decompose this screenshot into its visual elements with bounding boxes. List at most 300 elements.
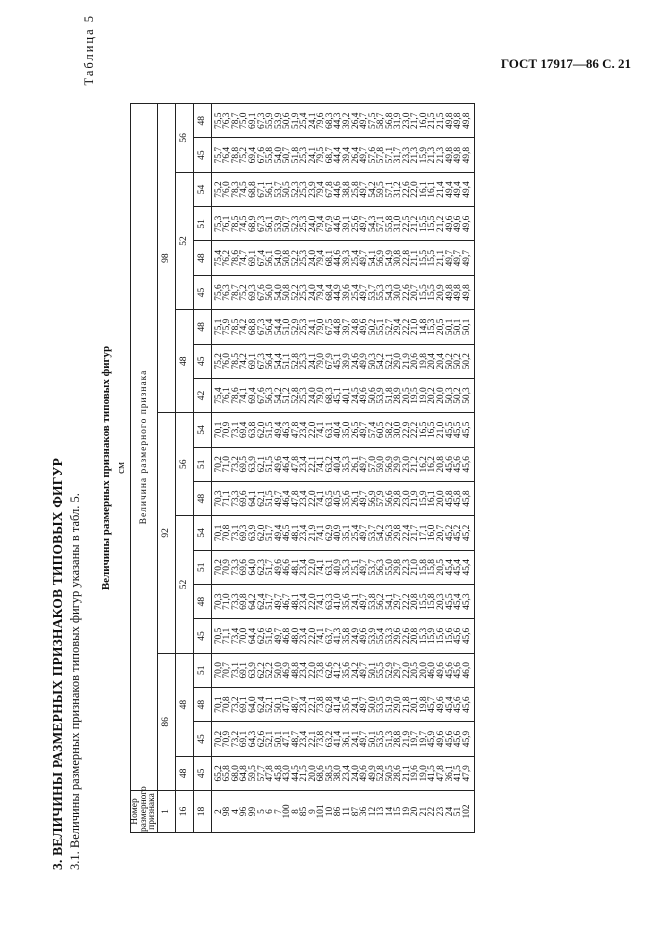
value-cell: 49,4 <box>273 421 284 439</box>
value-cell: 49,7 <box>359 490 370 507</box>
value-cell: 23,3 <box>401 146 412 164</box>
value-cell: 41,4 <box>333 696 344 713</box>
value-cell: 69,3 <box>247 284 258 301</box>
value-cell: 49,7 <box>359 662 370 679</box>
value-cell: 70,1 <box>213 421 224 439</box>
row-id: 99 <box>247 806 258 817</box>
value-cell: 57,9 <box>376 490 387 507</box>
value-cell: 49,7 <box>444 249 455 267</box>
value-cell: 41,5 <box>453 765 464 782</box>
value-cell: 74,1 <box>316 490 327 507</box>
value-cell: 45,8 <box>453 490 464 507</box>
value-cell: 49,8 <box>461 284 472 301</box>
value-cell: 20,7 <box>410 284 421 301</box>
value-cell: 75,7 <box>213 146 224 164</box>
value-cell: 16,1 <box>427 181 438 198</box>
value-cell: 56,1 <box>265 215 276 233</box>
value-cell: 74,1 <box>316 559 327 576</box>
value-cell: 23,4 <box>299 456 310 473</box>
value-cell: 65,2 <box>213 765 224 782</box>
value-cell: 49,6 <box>436 696 446 713</box>
value-cell: 64,3 <box>247 730 258 748</box>
value-cell: 31,7 <box>393 146 404 164</box>
value-cell: 54,0 <box>273 284 284 301</box>
value-cell: 70,8 <box>222 524 233 542</box>
chest-group-header: 52 <box>175 172 193 309</box>
row-id: 87 <box>350 806 361 817</box>
row-id: 96 <box>239 806 250 817</box>
waist-header: 45 <box>193 275 211 309</box>
value-cell: 22,4 <box>401 524 412 542</box>
value-cell: 41,2 <box>333 662 344 679</box>
value-cell: 54,2 <box>367 181 378 198</box>
value-cell: 23,4 <box>299 490 310 507</box>
value-cell: 68,0 <box>230 765 241 782</box>
value-cell: 53,3 <box>384 627 395 645</box>
row-id: 100 <box>282 804 293 819</box>
value-cell: 22,1 <box>307 696 318 713</box>
value-cell: 63,8 <box>247 421 258 439</box>
value-cell: 16,5 <box>427 421 438 439</box>
value-cell: 57,0 <box>367 456 378 473</box>
value-cell: 21,0 <box>410 559 421 576</box>
value-cell: 22,5 <box>401 215 412 233</box>
value-cell: 49,4 <box>273 524 284 542</box>
value-column <box>211 104 474 138</box>
value-cell: 67,9 <box>324 353 335 370</box>
value-cell: 74,5 <box>239 181 250 198</box>
value-cell: 71,0 <box>222 593 233 610</box>
value-cell: 35,6 <box>341 696 352 713</box>
value-cell: 78,5 <box>230 215 241 233</box>
value-cell: 56,1 <box>265 249 276 267</box>
value-cell: 26,1 <box>350 490 361 507</box>
value-cell: 74,1 <box>316 593 327 610</box>
value-cell: 56,3 <box>384 524 395 542</box>
value-cell: 63,1 <box>324 421 335 439</box>
value-cell: 59,5 <box>376 181 387 198</box>
value-column <box>211 378 474 412</box>
value-cell: 16,0 <box>418 112 429 129</box>
value-cell: 46,6 <box>282 559 293 576</box>
value-cell: 51,8 <box>290 146 301 164</box>
value-cell: 50,1 <box>444 318 455 336</box>
value-cell: 55,9 <box>265 112 276 129</box>
value-cell: 65,8 <box>222 765 233 782</box>
value-cell: 20,2 <box>427 387 438 404</box>
value-column <box>211 344 474 378</box>
row-id: 12 <box>367 806 378 817</box>
value-cell: 48,8 <box>290 662 301 679</box>
value-cell: 57,5 <box>367 112 378 129</box>
value-cell: 49,8 <box>453 112 464 129</box>
value-cell: 70,8 <box>222 696 233 713</box>
value-cell: 15,9 <box>418 490 429 507</box>
value-cell: 50,7 <box>282 146 293 164</box>
value-cell: 49,7 <box>359 456 370 473</box>
value-cell: 50,1 <box>453 318 464 336</box>
value-cell: 20,0 <box>436 490 446 507</box>
value-cell: 22,3 <box>401 559 412 576</box>
row-id: 98 <box>222 806 233 817</box>
value-column <box>211 481 474 515</box>
value-cell: 20,4 <box>436 353 446 370</box>
value-cell: 35,8 <box>341 627 352 645</box>
value-cell: 24,2 <box>350 662 361 679</box>
value-cell: 56,8 <box>384 112 395 129</box>
value-cell: 68,7 <box>324 146 335 164</box>
value-cell: 50,0 <box>273 662 284 679</box>
value-cell: 40,9 <box>333 559 344 576</box>
chest-group-header: 48 <box>175 756 193 790</box>
value-cell: 53,9 <box>376 387 387 404</box>
value-cell: 55,8 <box>265 146 276 164</box>
value-cell: 73,8 <box>316 730 327 748</box>
value-cell: 52,1 <box>265 730 276 748</box>
value-cell: 62,0 <box>256 524 267 542</box>
value-cell: 26,5 <box>350 421 361 439</box>
value-column <box>211 550 474 584</box>
value-cell: 23,9 <box>307 181 318 198</box>
value-cell: 21,9 <box>401 353 412 370</box>
value-cell: 19,5 <box>410 387 421 404</box>
value-cell: 51,5 <box>265 421 276 439</box>
value-cell: 45,1 <box>333 353 344 370</box>
value-cell: 49,8 <box>444 146 455 164</box>
value-cell: 78,7 <box>230 284 241 301</box>
value-cell: 68,8 <box>247 318 258 336</box>
value-cell: 49,8 <box>453 284 464 301</box>
value-cell: 73,4 <box>230 627 241 645</box>
value-cell: 73,3 <box>230 559 241 576</box>
value-cell: 54,9 <box>384 249 395 267</box>
value-cell: 45,5 <box>461 421 472 439</box>
value-cell: 24,0 <box>350 765 361 782</box>
row-id: 4 <box>230 809 241 814</box>
value-cell: 74,5 <box>239 215 250 233</box>
waist-header: 45 <box>193 138 211 172</box>
value-cell: 29,0 <box>393 696 404 713</box>
waist-header: 45 <box>193 756 211 790</box>
value-cell: 45,4 <box>461 559 472 576</box>
value-cell: 45,6 <box>461 627 472 645</box>
row-id: 19 <box>401 806 412 817</box>
value-cell: 20,6 <box>410 353 421 370</box>
value-cell: 29,8 <box>393 559 404 576</box>
row-id: 14 <box>384 806 395 817</box>
value-cell: 16,2 <box>427 456 438 473</box>
value-cell: 63,2 <box>324 456 335 473</box>
value-cell: 19,0 <box>418 387 429 404</box>
value-cell: 21,7 <box>410 112 421 129</box>
value-cell: 16,1 <box>427 490 438 507</box>
waist-header: 54 <box>193 413 211 447</box>
value-cell: 21,1 <box>410 249 421 267</box>
value-cell: 25,1 <box>350 559 361 576</box>
value-cell: 23,0 <box>401 456 412 473</box>
value-cell: 45,5 <box>444 421 455 439</box>
value-cell: 25,8 <box>350 181 361 198</box>
value-cell: 54,2 <box>376 524 387 542</box>
row-id: 21 <box>418 806 429 817</box>
value-cell: 20,5 <box>410 662 421 679</box>
value-cell: 35,6 <box>341 593 352 610</box>
value-cell: 67,3 <box>256 318 267 336</box>
value-cell: 50,2 <box>367 318 378 336</box>
value-cell: 24,1 <box>350 696 361 713</box>
row-id: 15 <box>393 806 404 817</box>
value-cell: 23,4 <box>299 627 310 645</box>
page-header: ГОСТ 17917—86 С. 21 <box>500 56 631 71</box>
value-cell: 50,7 <box>282 215 293 233</box>
value-cell: 35,3 <box>341 456 352 473</box>
value-cell: 76,3 <box>222 284 233 301</box>
value-cell: 48,7 <box>290 696 301 713</box>
row-id: 11 <box>341 806 352 817</box>
value-cell: 39,4 <box>341 146 352 164</box>
value-cell: 70,1 <box>213 696 224 713</box>
value-cell: 20,1 <box>410 696 421 713</box>
value-cell: 49,6 <box>444 215 455 233</box>
value-cell: 58,7 <box>376 112 387 129</box>
value-cell: 46,3 <box>282 421 293 439</box>
value-cell: 52,2 <box>265 662 276 679</box>
value-cell: 15,8 <box>427 593 438 610</box>
value-cell: 21,5 <box>299 765 310 782</box>
value-cell: 54,1 <box>367 249 378 267</box>
row-id: 9 <box>307 809 318 814</box>
value-cell: 75,2 <box>239 284 250 301</box>
value-cell: 24,0 <box>307 284 318 301</box>
value-cell: 49,7 <box>359 696 370 713</box>
value-cell: 79,4 <box>316 284 327 301</box>
value-cell: 41,5 <box>427 765 438 782</box>
value-cell: 22,0 <box>307 490 318 507</box>
value-cell: 24,1 <box>307 318 318 336</box>
value-column <box>211 653 474 687</box>
value-cell: 25,6 <box>350 215 361 233</box>
waist-header: 45 <box>193 344 211 378</box>
value-cell: 50,1 <box>367 662 378 679</box>
value-cell: 23,4 <box>299 696 310 713</box>
value-cell: 49,7 <box>359 593 370 610</box>
chest-group-header: 52 <box>175 516 193 653</box>
value-cell: 62,4 <box>256 593 267 610</box>
value-cell: 79,5 <box>316 146 327 164</box>
value-cell: 51,9 <box>290 112 301 129</box>
value-column <box>211 584 474 618</box>
value-cell: 51,2 <box>282 387 293 404</box>
value-cell: 20,8 <box>436 456 446 473</box>
value-cell: 45,5 <box>453 421 464 439</box>
value-cell: 64,4 <box>247 627 258 645</box>
value-cell: 38,8 <box>341 181 352 198</box>
value-cell: 49,7 <box>359 249 370 267</box>
row-id: 51 <box>453 806 464 817</box>
value-cell: 15,8 <box>418 559 429 576</box>
value-cell: 21,0 <box>436 421 446 439</box>
value-cell: 53,7 <box>367 284 378 301</box>
value-cell: 57,1 <box>376 215 387 233</box>
value-cell: 15,5 <box>427 284 438 301</box>
value-cell: 70,0 <box>239 627 250 645</box>
value-cell: 56,9 <box>384 456 395 473</box>
value-cell: 57,1 <box>384 146 395 164</box>
value-cell: 62,8 <box>324 696 335 713</box>
table-title: Величины размерных признаков типовых фигур <box>100 345 112 591</box>
value-cell: 29,6 <box>393 627 404 645</box>
value-cell: 45,6 <box>453 696 464 713</box>
table-label: Таблица 5 <box>82 14 96 86</box>
value-cell: 49,6 <box>359 627 370 645</box>
value-cell: 53,9 <box>273 215 284 233</box>
value-cell: 49,9 <box>359 353 370 370</box>
value-cell: 63,9 <box>247 456 258 473</box>
value-cell: 20,5 <box>436 559 446 576</box>
value-cell: 20,5 <box>401 387 412 404</box>
value-cell: 50,1 <box>461 318 472 336</box>
value-cell: 20,0 <box>418 662 429 679</box>
value-cell: 15,9 <box>427 627 438 645</box>
value-cell: 21,0 <box>410 318 421 336</box>
value-cell: 62,2 <box>256 662 267 679</box>
value-cell: 19,0 <box>418 765 429 782</box>
value-cell: 24,0 <box>307 387 318 404</box>
value-cell: 50,5 <box>384 765 395 782</box>
value-cell: 44,6 <box>333 249 344 267</box>
value-cell: 24,0 <box>307 215 318 233</box>
value-cell: 29,4 <box>393 318 404 336</box>
value-cell: 52,7 <box>384 318 395 336</box>
value-cell: 22,9 <box>401 421 412 439</box>
waist-header: 48 <box>193 687 211 721</box>
value-cell: 49,4 <box>453 181 464 198</box>
value-cell: 48,1 <box>290 593 301 610</box>
value-cell: 53,9 <box>367 627 378 645</box>
value-cell: 35,3 <box>341 559 352 576</box>
value-cell: 49,4 <box>444 181 455 198</box>
row-id: 85 <box>299 806 310 817</box>
value-cell: 25,3 <box>299 353 310 370</box>
value-cell: 21,5 <box>436 112 446 129</box>
value-cell: 21,4 <box>436 181 446 198</box>
value-cell: 69,1 <box>247 112 258 129</box>
value-cell: 45,2 <box>453 524 464 542</box>
value-cell: 15,5 <box>418 249 429 267</box>
value-cell: 74,1 <box>239 387 250 404</box>
value-cell: 50,1 <box>273 696 284 713</box>
value-cell: 71,1 <box>222 490 233 507</box>
value-cell: 58,2 <box>384 421 395 439</box>
value-cell: 45,6 <box>453 730 464 748</box>
value-cell: 16,1 <box>418 181 429 198</box>
value-cell: 79,6 <box>316 112 327 129</box>
value-column <box>211 310 474 344</box>
value-cell: 49,8 <box>444 284 455 301</box>
value-cell: 35,0 <box>341 421 352 439</box>
value-cell: 17,1 <box>418 524 429 542</box>
value-cell: 22,0 <box>307 593 318 610</box>
value-cell: 47,8 <box>290 490 301 507</box>
value-cell: 20,7 <box>436 524 446 542</box>
value-cell: 75,1 <box>213 318 224 336</box>
chest-group-header: 48 <box>175 653 193 756</box>
value-cell: 49,7 <box>273 627 284 645</box>
value-cell: 53,7 <box>273 181 284 198</box>
value-cell: 70,2 <box>213 559 224 576</box>
value-cell: 69,3 <box>239 524 250 542</box>
value-cell: 69,6 <box>239 559 250 576</box>
value-cell: 69,1 <box>239 696 250 713</box>
row-id: 20 <box>410 806 421 817</box>
value-cell: 45,1 <box>333 387 344 404</box>
row-id: 7 <box>273 809 284 814</box>
value-cell: 75,4 <box>213 387 224 404</box>
value-cell: 75,2 <box>239 146 250 164</box>
value-cell: 74,2 <box>239 353 250 370</box>
value-cell: 67,5 <box>324 318 335 336</box>
value-cell: 49,7 <box>273 490 284 507</box>
value-cell: 40,4 <box>333 456 344 473</box>
value-cell: 56,9 <box>376 249 387 267</box>
value-cell: 21,1 <box>436 249 446 267</box>
value-cell: 24,1 <box>350 593 361 610</box>
value-cell: 67,6 <box>256 387 267 404</box>
value-cell: 25,3 <box>299 181 310 198</box>
value-cell: 53,7 <box>367 524 378 542</box>
value-cell: 20,8 <box>410 593 421 610</box>
value-cell: 44,6 <box>333 181 344 198</box>
value-column <box>211 447 474 481</box>
value-cell: 46,8 <box>282 627 293 645</box>
value-cell: 73,8 <box>316 662 327 679</box>
value-cell: 53,9 <box>273 112 284 129</box>
value-cell: 45,6 <box>444 662 455 679</box>
value-cell: 41,3 <box>333 627 344 645</box>
value-cell: 45,6 <box>444 456 455 473</box>
value-cell: 75,3 <box>213 215 224 233</box>
row-id: 10 <box>324 806 335 817</box>
chest-group-header: 56 <box>175 104 193 173</box>
value-cell: 52,9 <box>384 662 395 679</box>
row-id: 101 <box>316 804 327 819</box>
value-cell: 52,8 <box>376 765 387 782</box>
value-cell: 21,5 <box>427 112 438 129</box>
value-cell: 29,7 <box>393 662 404 679</box>
value-cell: 57,4 <box>367 421 378 439</box>
row-id: 5 <box>256 809 267 814</box>
value-cell: 20,0 <box>436 387 446 404</box>
value-cell: 22,2 <box>410 421 421 439</box>
value-cell: 63,7 <box>324 627 335 645</box>
value-cell: 64,0 <box>247 559 258 576</box>
value-cell: 71,0 <box>222 456 233 473</box>
value-cell: 46,5 <box>282 524 293 542</box>
row-id: 22 <box>427 806 438 817</box>
value-cell: 20,5 <box>436 318 446 336</box>
value-cell: 21,9 <box>410 490 421 507</box>
value-cell: 62,0 <box>256 421 267 439</box>
value-cell: 57,1 <box>384 181 395 198</box>
value-cell: 45,3 <box>461 593 472 610</box>
value-column <box>211 516 474 550</box>
waist-header: 48 <box>193 104 211 138</box>
value-cell: 49,7 <box>359 284 370 301</box>
value-cell: 21,1 <box>401 765 412 782</box>
value-cell: 73,8 <box>316 696 327 713</box>
value-cell: 49,7 <box>359 524 370 542</box>
value-cell: 76,3 <box>222 112 233 129</box>
